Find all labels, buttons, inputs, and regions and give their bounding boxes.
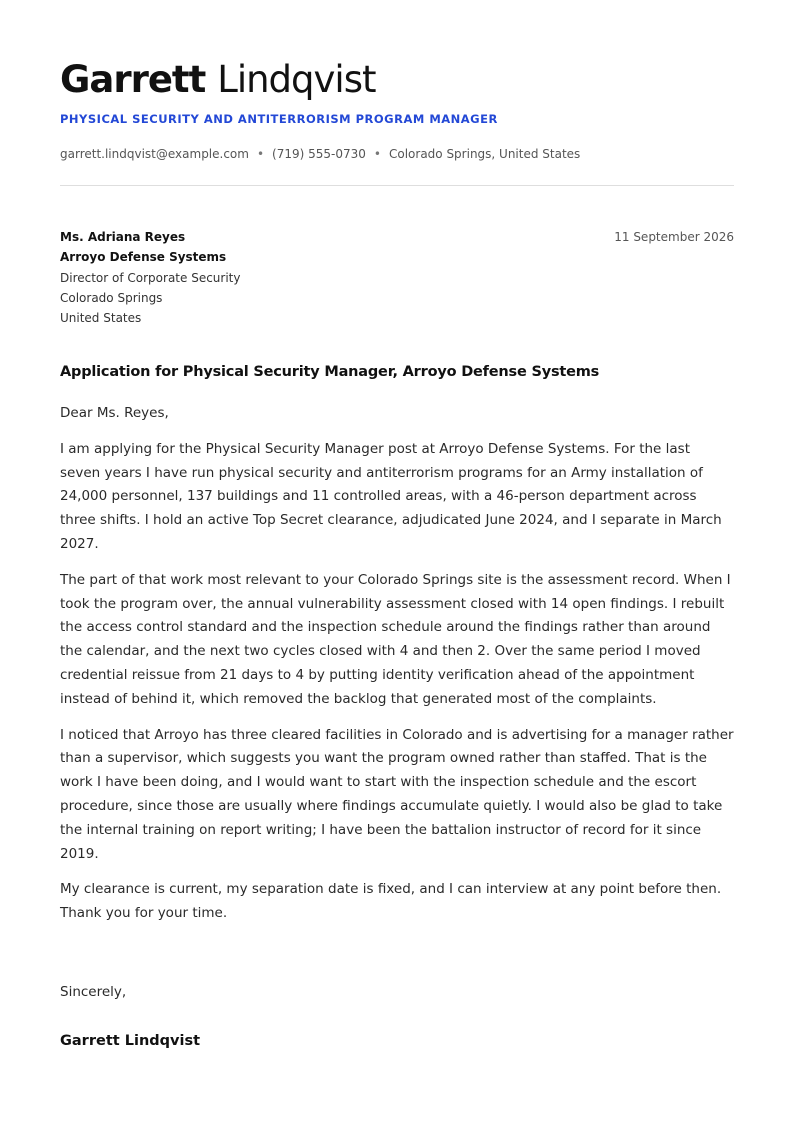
recipient-company: Arroyo Defense Systems: [60, 250, 227, 265]
recipient-block: [60, 227, 240, 328]
recipient-role: Director of Corporate Security: [60, 270, 241, 285]
applicant-first-name: Garrett: [60, 58, 206, 101]
contact-separator: •: [256, 147, 265, 161]
contact-separator: •: [373, 147, 381, 161]
contact-line: [60, 145, 580, 163]
recipient-country: United States: [60, 311, 142, 326]
letter-paragraph: I noticed that Arroyo has three cleared facilities in Colorado and is advertising for a manager rather than a supervisor, which suggests you want the program owned rather than staffed. That is the work I have been doing, and I would want to start with the inspection schedule and the escort procedure, since those are usually where findings accumulate quietly. I would also be glad to take the internal training on report writing; I have been the battalion instructor of record for it since 2019.: [60, 726, 734, 862]
applicant-name: [60, 58, 375, 102]
letter-body: [60, 402, 734, 938]
contact-email: garrett.lindqvist@example.com: [60, 147, 249, 161]
contact-location: Colorado Springs, United States: [388, 147, 581, 161]
recipient-city: Colorado Springs: [60, 290, 163, 305]
letter-paragraph: I am applying for the Physical Security Manager post at Arroyo Defense Systems. For the last seven years I have run physical security and antiterrorism programs for an Army installation of 24,000 personnel, 137 buildings and 11 controlled areas, with a 46-person department across three shifts. I hold an active Top Secret clearance, adjudicated June 2024, and I separate in March 2027.: [60, 440, 722, 552]
contact-phone: (719) 555-0730: [272, 147, 366, 161]
recipient-name: Ms. Adriana Reyes: [60, 230, 186, 244]
header-divider: [60, 185, 734, 186]
letter-signature: Garrett Lindqvist: [60, 1033, 201, 1049]
letter-paragraph: My clearance is current, my separation date is fixed, and I can interview at any point before then. Thank you for your time.: [60, 881, 722, 922]
letter-paragraph: The part of that work most relevant to your Colorado Springs site is the assessment record. When I took the program over, the annual vulnerability assessment closed with 14 open findings. I rebuilt the access control standard and the inspection schedule around the findings rather than around the calendar, and the next two cycles closed with 4 and then 2. Over the same period I moved credential reissue from 21 days to 4 by putting identity verification ahead of the appointment instead of behind it, which removed the backlog that generated most of the complaints.: [60, 571, 731, 707]
letter-date: 11 September 2026: [614, 230, 734, 244]
letter-closing: Sincerely,: [60, 984, 127, 1000]
letter-salutation: Dear Ms. Reyes,: [60, 405, 169, 421]
letter-subject: Application for Physical Security Manager, Arroyo Defense Systems: [60, 364, 600, 380]
applicant-job-title: PHYSICAL SECURITY AND ANTITERRORISM PROGRAM MANAGER: [60, 112, 498, 126]
applicant-last-name: Lindqvist: [217, 58, 376, 101]
